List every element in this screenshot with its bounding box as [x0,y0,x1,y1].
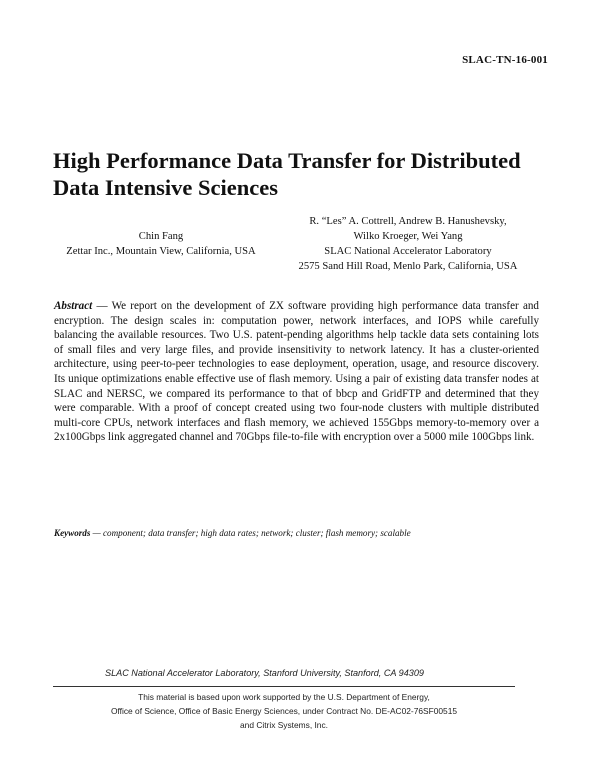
title-line-2: Data Intensive Sciences [53,175,278,200]
funding-line-1: This material is based upon work supported by the U.S. Department of Energy, [138,692,430,702]
author-block-right [276,214,540,274]
footer-institution: SLAC National Accelerator Laboratory, Stanford University, Stanford, CA 94309 [105,668,424,678]
paper-title [53,147,563,201]
report-number: SLAC-TN-16-001 [462,54,548,66]
author-affiliation: SLAC National Accelerator Laboratory [324,246,492,257]
abstract [54,299,539,445]
abstract-text: We report on the development of ZX software providing high performance data transfer and encryption. The design scales in: computation power, network interfaces, and IOPS while carefully balancing the available resources. Two U.S. patent-pending algorithms help tackle data sets containing lots of small files and very large files, and provide insensitivity to network latency. It has a cluster-oriented architecture, using peer-to-peer technologies to ease deployment, operation, usage, and resource discovery. Its unique optimizations enable effective use of flash memory. Using a pair of existing data transfer nodes at SLAC and NERSC, we compared its performance to that of bbcp and GridFTP and determined that they were comparable. With a proof of concept created using two four-node clusters with multiple distributed multi-core CPUs, network interfaces and flash memory, we achieved 155Gbps memory-to-memory over a 2x100Gbps link aggregated channel and 70Gbps file-to-file with encryption over a 5000 mile 100Gbps link. [54,300,539,444]
title-line-1: High Performance Data Transfer for Distributed [53,148,521,173]
footer-funding-note [53,690,515,732]
author-address: 2575 Sand Hill Road, Menlo Park, California, USA [298,261,518,272]
author-block-left [50,230,272,259]
abstract-dash: — [92,300,112,312]
keywords-dash: — [90,528,104,538]
footer-divider [53,686,515,687]
author-names-line-2: Wilko Kroeger, Wei Yang [353,231,463,242]
author-affiliation: Zettar Inc., Mountain View, California, USA [66,245,256,257]
keywords-label: Keywords [54,528,91,538]
funding-line-3: and Citrix Systems, Inc. [240,720,328,730]
abstract-label: Abstract [54,300,93,312]
keywords [54,527,544,540]
author-name: Chin Fang [138,231,184,242]
funding-line-2: Office of Science, Office of Basic Energy Sciences, under Contract No. DE-AC02-76SF00515 [110,706,458,716]
keywords-text: component; data transfer; high data rates; network; cluster; flash memory; scalable [103,528,411,538]
author-names-line-1: R. “Les” A. Cottrell, Andrew B. Hanushevsky, [309,216,507,227]
